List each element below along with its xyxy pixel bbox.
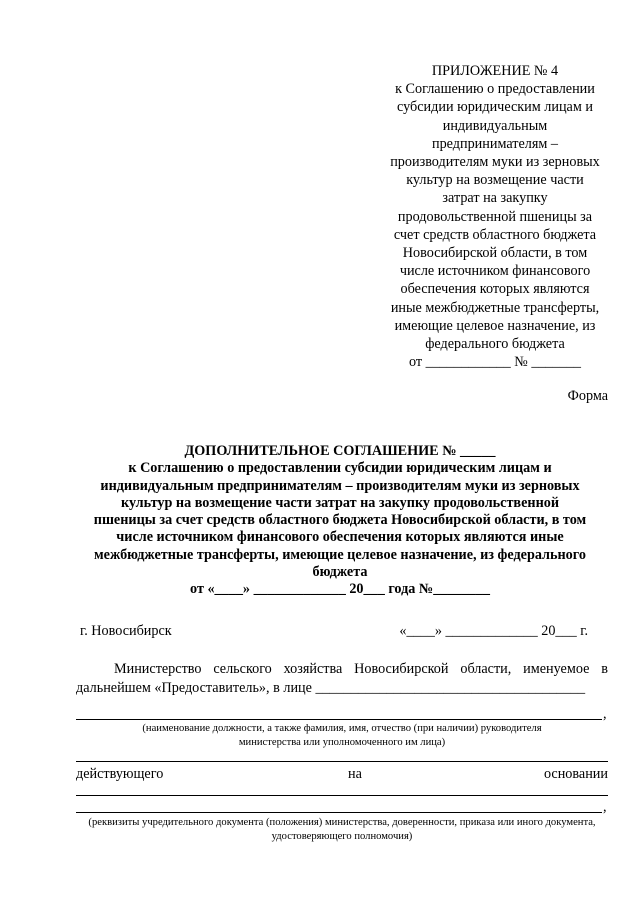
word: области, — [460, 661, 512, 677]
comma: , — [603, 706, 607, 722]
paragraph-ministry — [76, 660, 608, 698]
appendix-line: продовольственной пшеницы за — [397, 208, 593, 225]
word: хозяйства — [283, 661, 343, 677]
appendix-line: иные межбюджетные трансферты, — [390, 299, 600, 316]
appendix-line: индивидуальным — [442, 117, 548, 134]
appendix-line: Новосибирской области, в том — [402, 245, 588, 262]
basis-blank-line-1[interactable] — [76, 795, 608, 796]
title-date-line: от «____» _____________ 20___ года №________ — [190, 581, 490, 598]
appendix-line: имеющие целевое назначение, из — [394, 317, 596, 334]
basis-note: (реквизиты учредительного документа (положения) министерства, доверенности, приказа или иного документа, удостоверяющего полномочия) — [88, 817, 596, 842]
title-line: индивидуальным предпринимателям – производителям муки из зерновых — [100, 477, 580, 494]
acting-word: на — [348, 766, 362, 782]
paragraph-line-2: дальнейшем «Предоставитель», в лице ______________________________________ — [76, 680, 586, 696]
agreement-title — [70, 443, 610, 599]
appendix-line: числе источником финансового — [399, 263, 591, 280]
appendix-line: к Соглашению о предоставлении — [395, 81, 595, 98]
word: Новосибирской — [354, 661, 449, 677]
appendix-line: производителям муки из зерновых — [390, 154, 600, 171]
acting-word: действующего — [76, 766, 164, 782]
title-line: бюджета — [312, 564, 368, 581]
comma: , — [603, 799, 607, 815]
title-line: к Соглашению о предоставлении субсидии юридическим лицам и — [128, 460, 552, 477]
signing-date: «____» _____________ 20___ г. — [399, 623, 588, 639]
appendix-header — [368, 62, 622, 371]
title-line: культур на возмещение части затрат на закупку продовольственной — [120, 494, 560, 511]
word: именуемое — [523, 661, 590, 677]
acting-word: основании — [543, 766, 608, 782]
appendix-line: обеспечения которых являются — [400, 281, 590, 298]
representative-blank-line-2[interactable] — [76, 761, 608, 762]
appendix-line: предпринимателям – — [431, 135, 558, 152]
city-name: г. Новосибирск — [80, 623, 172, 639]
form-label: Форма — [567, 388, 608, 404]
word: Министерство — [114, 661, 202, 677]
word: в — [601, 661, 608, 677]
title-heading: ДОПОЛНИТЕЛЬНОЕ СОГЛАШЕНИЕ № _____ — [184, 443, 496, 459]
representative-note: (наименование должности, а также фамилия, имя, отчество (при наличии) руководителя министерства или уполномоченного им лица) — [142, 723, 542, 748]
appendix-line: затрат на закупку — [442, 190, 548, 207]
representative-blank-line[interactable] — [76, 719, 602, 720]
appendix-date-line: от ____________ № _______ — [408, 354, 582, 371]
word: сельского — [213, 661, 272, 677]
title-line: межбюджетные трансферты, имеющие целевое назначение, из федерального — [94, 546, 586, 563]
appendix-line: счет средств областного бюджета — [393, 226, 597, 243]
appendix-line: субсидии юридическим лицам и — [397, 99, 593, 116]
title-line: пшеницы за счет средств областного бюджета Новосибирской области, в том — [93, 512, 587, 529]
appendix-line: ПРИЛОЖЕНИЕ № 4 — [431, 63, 559, 79]
basis-blank-line-2[interactable] — [76, 812, 602, 813]
paragraph-line-1 — [76, 660, 608, 679]
appendix-line: культур на возмещение части — [406, 172, 584, 189]
title-line: числе источником финансового обеспечения которых являются иные — [116, 529, 564, 546]
appendix-line: федерального бюджета — [425, 336, 565, 353]
